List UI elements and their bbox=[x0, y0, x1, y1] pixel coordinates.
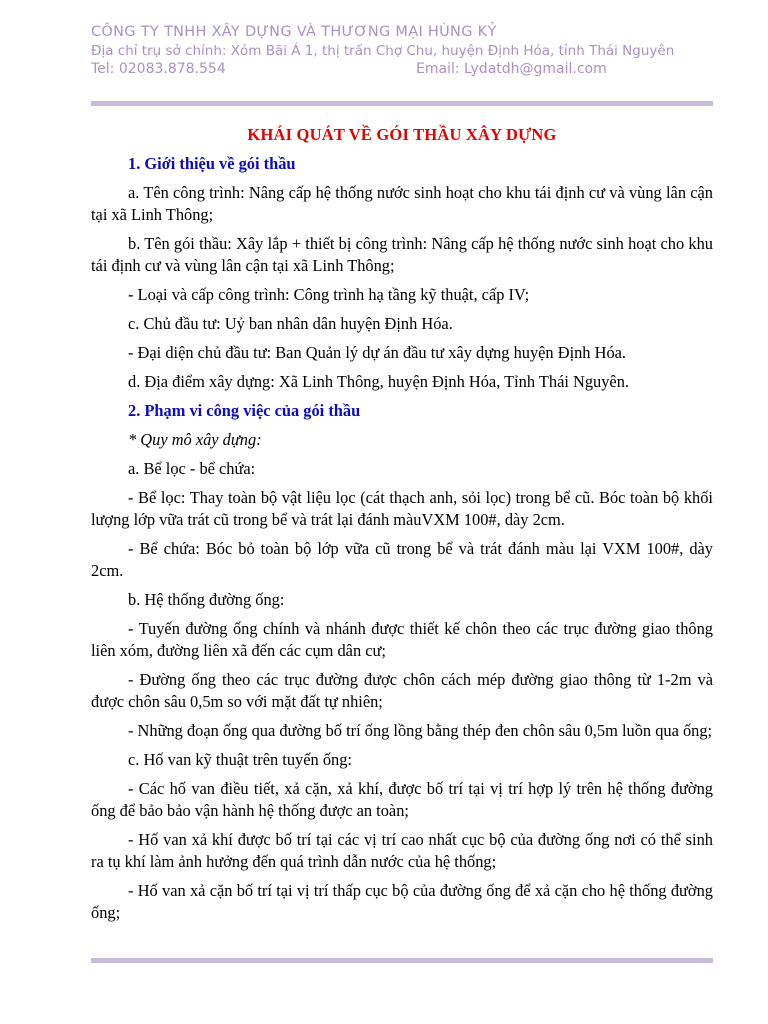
paragraph: b. Tên gói thầu: Xây lắp + thiết bị công trình: Nâng cấp hệ thống nước sinh hoạt cho khu tái định cư và vùng lân cận tại xã Linh Thông; bbox=[91, 234, 713, 275]
company-phone: Tel: 02083.878.554 bbox=[91, 61, 226, 77]
paragraph: c. Chủ đầu tư: Uỷ ban nhân dân huyện Định Hóa. bbox=[128, 314, 453, 333]
paragraph: - Hố van xả khí được bố trí tại các vị trí cao nhất cục bộ của đường ống nơi có thể sinh ra tụ khí làm ảnh hưởng đến quá trình dẫn nước của hệ thống; bbox=[91, 830, 713, 871]
paragraph: - Các hố van điều tiết, xả cặn, xả khí, được bố trí tại vị trí hợp lý trên hệ thống đường ống để bảo bảo vận hành hệ thống được an toàn; bbox=[91, 779, 713, 820]
paragraph: - Loại và cấp công trình: Công trình hạ tầng kỹ thuật, cấp IV; bbox=[128, 285, 530, 304]
letterhead bbox=[91, 22, 713, 78]
document-paragraphs bbox=[91, 153, 713, 924]
paragraph: - Đường ống theo các trục đường được chôn cách mép đường giao thông từ 1-2m và được chôn sâu 0,5m so với mặt đất tự nhiên; bbox=[91, 670, 713, 711]
section-heading: 1. Giới thiệu về gói thầu bbox=[128, 154, 296, 173]
paragraph: c. Hố van kỹ thuật trên tuyến ống: bbox=[128, 750, 352, 769]
footer-divider bbox=[91, 958, 713, 963]
paragraph: a. Tên công trình: Nâng cấp hệ thống nước sinh hoạt cho khu tái định cư và vùng lân cận tại xã Linh Thông; bbox=[91, 183, 713, 224]
document-title: KHÁI QUÁT VỀ GÓI THẦU XÂY DỰNG bbox=[247, 125, 557, 144]
company-name: CÔNG TY TNHH XÂY DỰNG VÀ THƯƠNG MẠI HÙNG KỶ bbox=[91, 24, 497, 40]
paragraph: - Tuyến đường ống chính và nhánh được thiết kế chôn theo các trục đường giao thông liên xóm, đường liên xã đến các cụm dân cư; bbox=[91, 619, 713, 660]
header-divider bbox=[91, 101, 713, 106]
paragraph: b. Hệ thống đường ống: bbox=[128, 590, 285, 609]
paragraph: a. Bể lọc - bể chứa: bbox=[128, 459, 256, 478]
paragraph: - Bể lọc: Thay toàn bộ vật liệu lọc (cát thạch anh, sỏi lọc) trong bể cũ. Bóc toàn bộ khối lượng lớp vữa trát cũ trong bể và trát lại đánh màuVXM 100#, dày 2cm. bbox=[91, 488, 713, 529]
contact-line bbox=[91, 60, 713, 78]
company-email: Email: Lydatdh@gmail.com bbox=[416, 61, 607, 77]
paragraph: - Bể chứa: Bóc bỏ toàn bộ lớp vữa cũ trong bể và trát đánh màu lại VXM 100#, dày 2cm. bbox=[91, 539, 713, 580]
section-heading: 2. Phạm vi công việc của gói thầu bbox=[128, 401, 361, 420]
paragraph: - Những đoạn ống qua đường bố trí ống lồng bằng thép đen chôn sâu 0,5m luồn qua ống; bbox=[128, 721, 713, 740]
paragraph: d. Địa điểm xây dựng: Xã Linh Thông, huyện Định Hóa, Tỉnh Thái Nguyên. bbox=[128, 372, 629, 391]
document-body bbox=[91, 121, 713, 931]
paragraph: - Đại diện chủ đầu tư: Ban Quản lý dự án đầu tư xây dựng huyện Định Hóa. bbox=[128, 343, 627, 362]
company-address: Địa chỉ trụ sở chính: Xóm Bãi Á 1, thị trấn Chợ Chu, huyện Định Hóa, tỉnh Thái Nguyên bbox=[91, 43, 675, 59]
subheading: * Quy mô xây dựng: bbox=[128, 430, 262, 449]
paragraph: - Hố van xả cặn bố trí tại vị trí thấp cục bộ của đường ống để xả cặn cho hệ thống đường ống; bbox=[91, 881, 713, 922]
